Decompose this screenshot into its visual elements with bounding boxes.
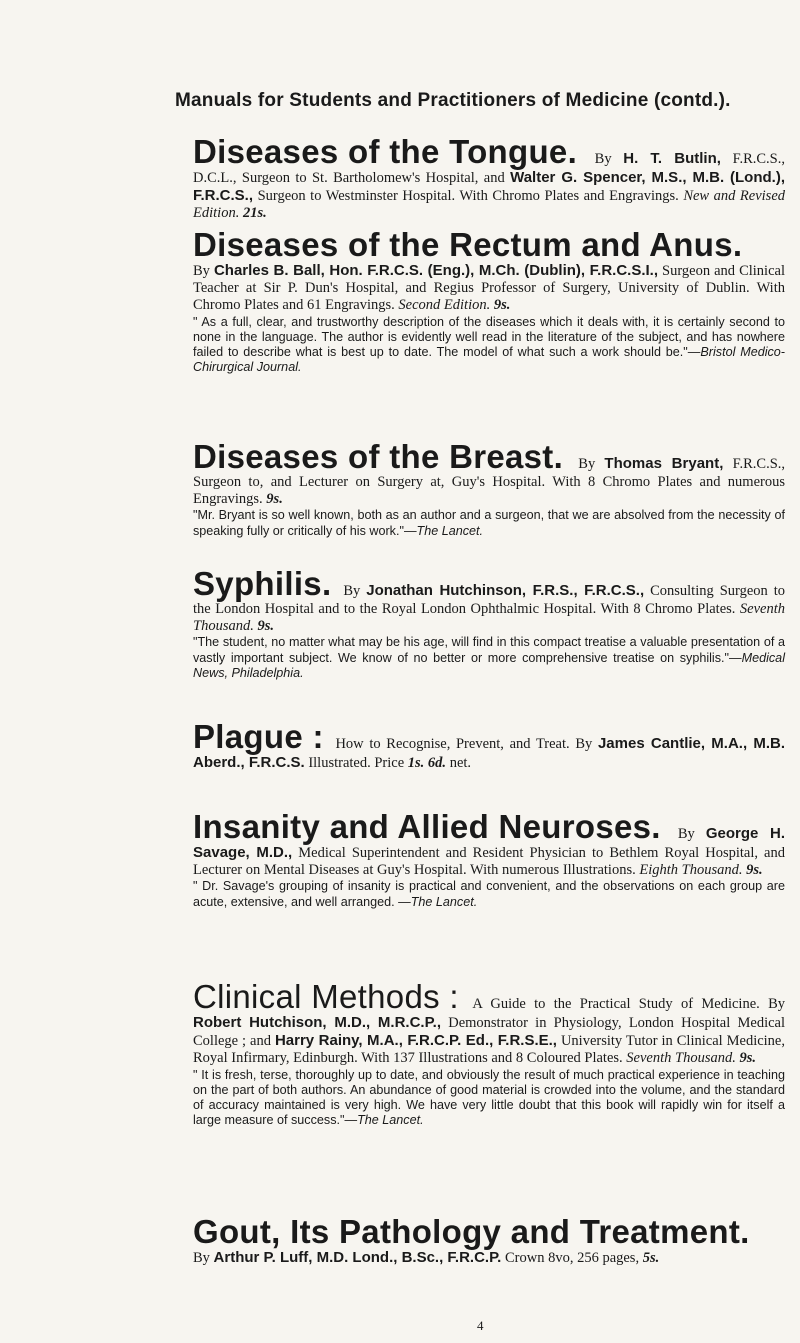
author: Robert Hutchison, M.D., M.R.C.P., [193, 1014, 441, 1031]
review-quote: " Dr. Savage's grouping of insanity is practical and convenient, and the observations on each group are acute, extensive, and well arranged. —The Lancet. [193, 879, 785, 909]
quote-source: The Lancet. [416, 523, 484, 538]
entry-rectum [193, 228, 785, 375]
entry-clinical-methods [193, 980, 785, 1128]
entry-title: Diseases of the Rectum and Anus. [193, 226, 743, 263]
price: 9s. [739, 1050, 756, 1067]
entry-breast [193, 440, 785, 539]
author: Arthur P. Luff, M.D. Lond., B.Sc., F.R.C.P. [213, 1249, 502, 1266]
author: Harry Rainy, M.A., F.R.C.P. Ed., F.R.S.E., [274, 1032, 557, 1050]
entry-body: Gout, Its Pathology and Treatment. By Arthur P. Luff, M.D. Lond., B.Sc., F.R.C.P. Crown 8vo, 256 pages, 5s. [193, 1213, 750, 1266]
review-quote: " It is fresh, terse, thoroughly up to date, and obviously the result of much practical experience in teaching on the part of both authors. An abundance of good material is crowded into the volume, and the standard of accuracy maintained is very high. We have very little doubt that this book will rapidly win for itself a large measure of success."—The Lancet. [193, 1067, 785, 1128]
quote-source: Bristol Medico-Chirurgical Journal. [193, 345, 786, 375]
review-quote: " As a full, clear, and trustworthy description of the diseases which it deals with, it is certainly second to none in the language. The author is evidently well read in the literature of the subject, and has nowhere failed to describe what is best up to date. The model of what such a work should be."—Bristol Medico-Chirurgical Journal. [193, 314, 786, 375]
entry-title: Plague : [193, 718, 324, 755]
entry-title: Gout, Its Pathology and Treatment. [193, 1213, 750, 1250]
entry-body: Plague : How to Recognise, Prevent, and Treat. By James Cantlie, M.A., M.B. Aberd., F.R.C.S. Illustrated. Price 1s. 6d. net. [193, 718, 786, 771]
entry-body: Syphilis. By Jonathan Hutchinson, F.R.S., F.R.C.S., Consulting Surgeon to the London Hospital and to the Royal London Ophthalmic Hospital. With 8 Chromo Plates. Seventh Thousand. 9s. [193, 565, 786, 635]
author: Charles B. Ball, Hon. F.R.C.S. (Eng.), M.Ch. (Dublin), F.R.C.S.I., [213, 262, 658, 279]
entry-body: Diseases of the Breast. By Thomas Bryant, F.R.C.S., Surgeon to, and Lecturer on Surgery at, Guy's Hospital. With 8 Chromo Plates and numerous Engravings. 9s. [193, 438, 786, 508]
author: George H. Savage, M.D., [193, 825, 785, 861]
entry-title: Insanity and Allied Neuroses. [193, 808, 661, 845]
entry-tongue [193, 135, 785, 223]
quote-source: Medical News, Philadelphia. [193, 650, 785, 680]
entry-body: Insanity and Allied Neuroses. By George H. Savage, M.D., Medical Superintendent and Resident Physician to Bethlem Royal Hospital, and Lecturer on Mental Diseases at Guy's Hospital. With numerous Illustrations. Eighth Thousand. 9s. [193, 808, 785, 879]
author: James Cantlie, M.A., M.B. Aberd., F.R.C.S. [193, 735, 786, 771]
quote-source: The Lancet. [357, 1113, 424, 1128]
price: 9s. [493, 297, 511, 314]
entry-title: Syphilis. [193, 565, 332, 602]
author: Jonathan Hutchinson, F.R.S., F.R.C.S., [366, 582, 645, 599]
entry-plague [193, 720, 785, 772]
entry-insanity [193, 810, 785, 910]
entry-title: Clinical Methods : [193, 978, 459, 1015]
price: 1s. 6d. [407, 755, 447, 771]
review-quote: "Mr. Bryant is so well known, both as an author and a surgeon, that we are absolved from the necessity of speaking fully or critically of his work."—The Lancet. [193, 508, 785, 538]
entry-title: Diseases of the Breast. [193, 438, 564, 475]
price: 5s. [642, 1250, 660, 1266]
entry-body: Diseases of the Rectum and Anus. By Charles B. Ball, Hon. F.R.C.S. (Eng.), M.Ch. (Dublin), F.R.C.S.I., Surgeon and Clinical Teacher at Sir P. Dun's Hospital, and Regius Professor of Surgery, University of Dublin. With Chromo Plates and 61 Engravings. Second Edition. 9s. [193, 226, 785, 314]
price: 9s. [746, 862, 763, 879]
entry-gout [193, 1215, 785, 1267]
price: 9s. [266, 491, 283, 508]
author: H. T. Butlin, [623, 150, 721, 167]
author: Thomas Bryant, [604, 455, 724, 472]
page-number: 4 [477, 1318, 484, 1333]
quote-source: The Lancet. [410, 894, 478, 909]
price: 9s. [257, 618, 274, 635]
entry-body: Clinical Methods : A Guide to the Practical Study of Medicine. By Robert Hutchison, M.D., M.R.C.P., Demonstrator in Physiology, London Hospital Medical College ; and Harry Rainy, M.A., F.R.C.P. Ed., F.R.S.E., University Tutor in Clinical Medicine, Royal Infirmary, Edinburgh. With 137 Illustrations and 8 Coloured Plates. Seventh Thousand. 9s. [193, 978, 786, 1067]
review-quote: "The student, no matter what may be his age, will find in this compact treatise a valuable presentation of a vastly important subject. We know of no better or more comprehensive treatise on syphilis."—Medical News, Philadelphia. [193, 635, 785, 680]
price: 21s. [242, 205, 267, 222]
running-head: Manuals for Students and Practitioners of Medicine (contd.). [175, 90, 731, 111]
entry-syphilis [193, 567, 785, 681]
author: Walter G. Spencer, M.S., M.B. (Lond.), F.R.C.S., [193, 169, 786, 205]
entry-title: Diseases of the Tongue. [193, 133, 578, 170]
entry-body: Diseases of the Tongue. By H. T. Butlin, F.R.C.S., D.C.L., Surgeon to St. Bartholomew's Hospital, and Walter G. Spencer, M.S., M.B. (Lond.), F.R.C.S., Surgeon to Westminster Hospital. With Chromo Plates and Engravings. New and Revised Edition. 21s. [193, 133, 786, 222]
